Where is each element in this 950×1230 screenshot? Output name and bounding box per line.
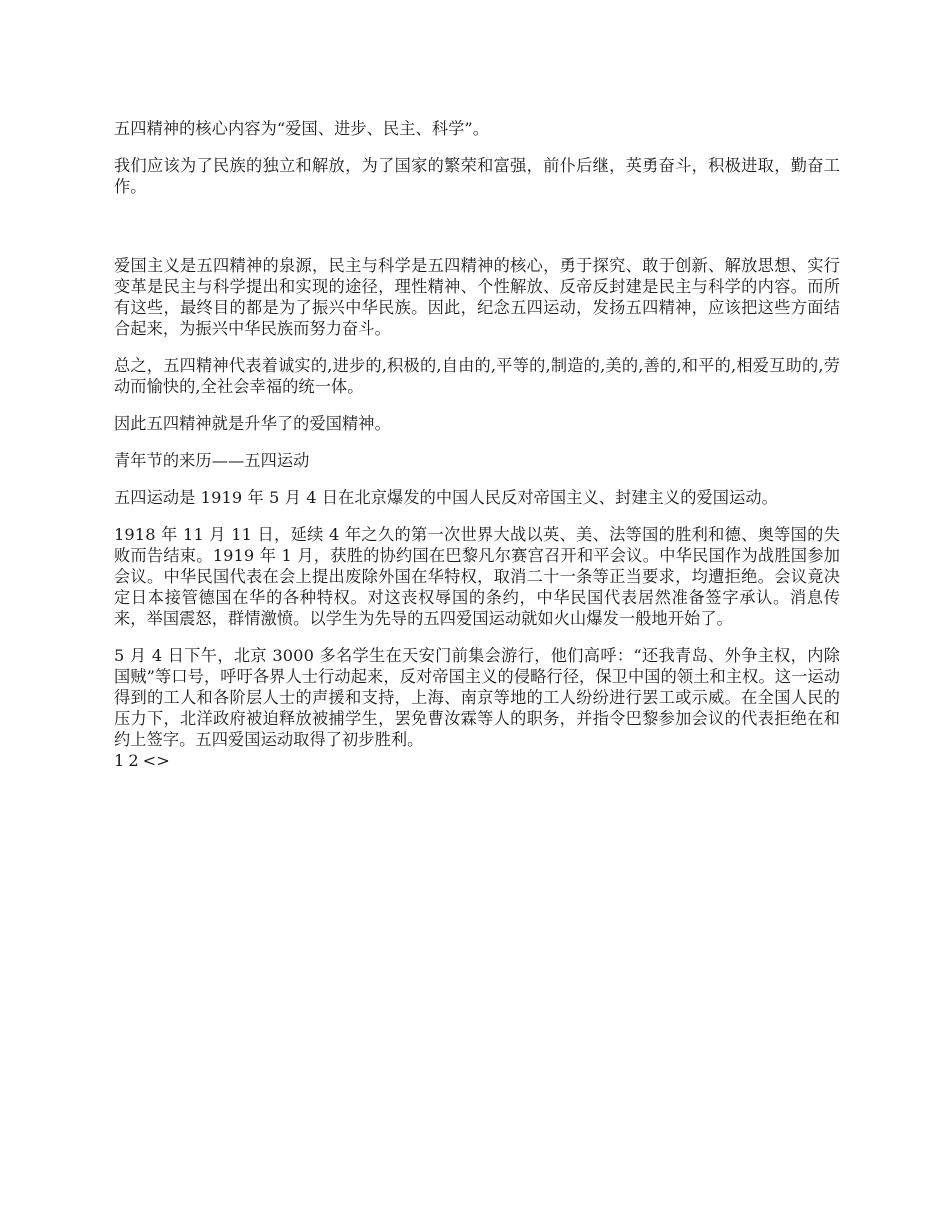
paragraph-may-fourth-definition: 五四运动是 1919 年 5 月 4 日在北京爆发的中国人民反对帝国主义、封建主义的爱国运动。 bbox=[114, 488, 778, 507]
paragraph-should-strive: 我们应该为了民族的独立和解放，为了国家的繁荣和富强，前仆后继，英勇奋斗，积极进取，勤奋工作。 bbox=[114, 156, 840, 196]
pagination bbox=[114, 750, 840, 771]
document-page bbox=[114, 118, 840, 771]
paragraph-patriotism-source: 爱国主义是五四精神的泉源，民主与科学是五四精神的核心，勇于探究、敢于创新、解放思想、实行变革是民主与科学提出和实现的途径，理性精神、个性解放、反帝反封建是民主与科学的内容。而所有这些，最终目的都是为了振兴中华民族。因此，纪念五四运动，发扬五四精神，应该把这些方面结合起来，为振兴中华民族而努力奋斗。 bbox=[114, 256, 840, 338]
paragraph-core-content: 五四精神的核心内容为“爱国、进步、民主、科学”。 bbox=[114, 119, 490, 138]
prev-page-link[interactable]: < bbox=[142, 751, 157, 770]
blank-spacer bbox=[114, 213, 840, 255]
section-heading-youth-day-origin: 青年节的来历——五四运动 bbox=[114, 451, 310, 470]
paragraph-may-4-events: 5 月 4 日下午，北京 3000 多名学生在天安门前集会游行，他们高呼：“还我青岛、外争主权，内除国贼”等口号，呼吁各界人士行动起来，反对帝国主义的侵略行径，保卫中国的领土和主权。这一运动得到的工人和各阶层人士的声援和支持，上海、南京等地的工人纷纷进行罢工或示威。在全国人民的压力下，北洋政府被迫释放被捕学生，罢免曹汝霖等人的职务，并指令巴黎参加会议的代表拒绝在和约上签字。五四爱国运动取得了初步胜利。 bbox=[114, 646, 840, 749]
page-link-2[interactable]: 2 bbox=[128, 751, 139, 770]
paragraph-sublimated-patriotism: 因此五四精神就是升华了的爱国精神。 bbox=[114, 414, 391, 433]
next-page-link[interactable]: > bbox=[156, 751, 170, 770]
page-link-1[interactable]: 1 bbox=[114, 751, 125, 770]
paragraph-ww1-background: 1918 年 11 月 11 日，延续 4 年之久的第一次世界大战以英、美、法等国的胜利和德、奥等国的失败而告结束。1919 年 1 月，获胜的协约国在巴黎凡尔赛宫召开和平会议。中华民国作为战胜国参加会议。中华民国代表在会上提出废除外国在华特权，取消二十一条等正当要求，均遭拒绝。会议竟决定日本接管德国在华的各种特权。对这丧权辱国的条约，中华民国代表居然准备签字承认。消息传来，举国震怒，群情激愤。以学生为先导的五四爱国运动就如火山爆发一般地开始了。 bbox=[114, 525, 840, 628]
paragraph-summary: 总之，五四精神代表着诚实的,进步的,积极的,自由的,平等的,制造的,美的,善的,和平的,相爱互助的,劳动而愉快的,全社会幸福的统一体。 bbox=[114, 356, 840, 396]
